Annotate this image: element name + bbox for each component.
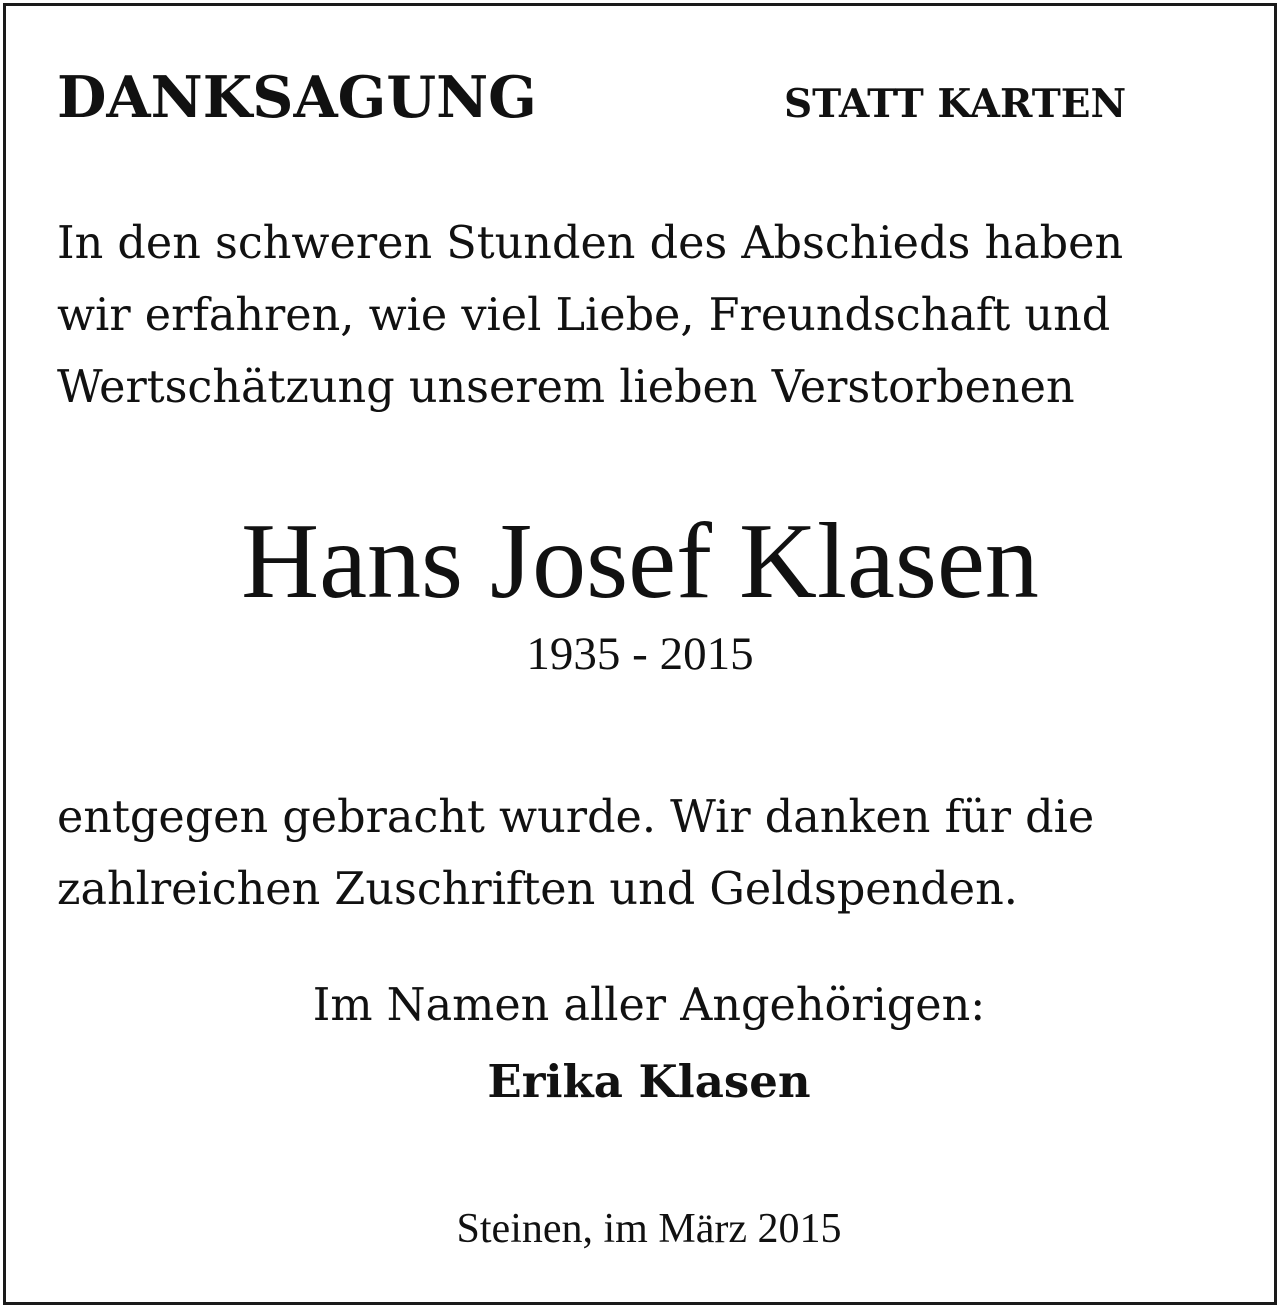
intro-paragraph <box>57 208 1123 424</box>
deceased-name: Hans Josef Klasen <box>241 502 1039 621</box>
place-date: Steinen, im März 2015 <box>456 1206 842 1252</box>
thanks-line: entgegen gebracht wurde. Wir danken für die <box>57 792 1095 843</box>
thanks-line: zahlreichen Zuschriften und Geldspenden. <box>57 864 1018 915</box>
deceased-years: 1935 - 2015 <box>526 628 754 680</box>
intro-line: Wertschätzung unserem lieben Verstorbenen <box>57 362 1075 413</box>
intro-line: In den schweren Stunden des Abschieds haben <box>57 218 1124 269</box>
intro-line: wir erfahren, wie viel Liebe, Freundschaft und <box>57 290 1111 341</box>
notice-subheading: STATT KARTEN <box>784 81 1127 127</box>
thanks-paragraph <box>57 782 1094 926</box>
signer-name: Erika Klasen <box>487 1055 811 1108</box>
closing-text: Im Namen aller Angehörigen: <box>312 980 986 1031</box>
notice-heading: DANKSAGUNG <box>57 64 537 131</box>
